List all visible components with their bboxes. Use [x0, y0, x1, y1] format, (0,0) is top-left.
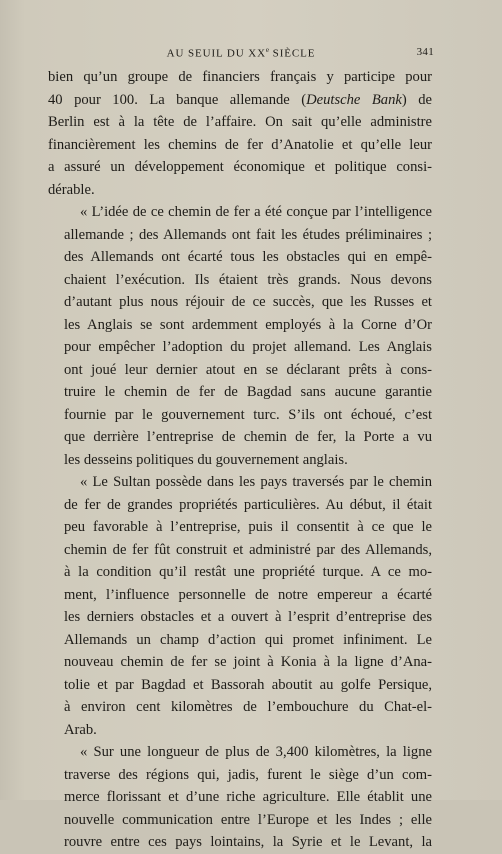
text-line: que derrière l’entreprise de chemin de fer, la Porte a vu: [64, 429, 432, 445]
running-title-superscript: e: [265, 46, 270, 54]
text-line: d’autant plus nous réjouir de ce succès, que les Russes et: [64, 294, 432, 310]
text-line: allemande ; des Allemands ont fait les études préliminaires ;: [64, 226, 432, 243]
text-line: pour empêcher l’adoption du projet allemand. Les Anglais: [64, 339, 432, 355]
paragraph-1: [48, 66, 432, 201]
page-header: [48, 46, 434, 62]
text-run: 40 pour 100. La banque allemande (: [48, 91, 307, 108]
paragraph-3: [48, 471, 432, 741]
text-line: tolie et par Bagdad et Bassorah aboutit au golfe Persique,: [64, 676, 432, 693]
text-line: ment, l’influence personnelle de notre empereur a écarté: [64, 586, 432, 603]
text-line: Allemands un champ d’action qui promet infiniment. Le: [64, 631, 432, 648]
text-line: nouveau chemin de fer se joint à Konia à la ligne d’Ana-: [64, 654, 432, 670]
text-line: chemin de fer fût construit et administré par des Allemands,: [64, 541, 432, 558]
text-line: nouvelle communication entre l’Europe et les Indes ; elle: [64, 811, 432, 828]
text-line: « Sur une longueur de plus de 3,400 kilomètres, la ligne: [80, 744, 432, 760]
text-line: traverse des régions qui, jadis, furent le siège d’un com-: [64, 766, 432, 783]
text-line: ont joué leur dernier atout en se déclarant prêts à cons-: [64, 361, 432, 378]
text-line: bien qu’un groupe de financiers français y participe pour: [48, 69, 432, 85]
text-line: « Le Sultan possède dans les pays traversés par le chemin: [80, 474, 432, 490]
text-line: à environ cent kilomètres de l’embouchure du Chat-el-: [64, 699, 432, 715]
text-line: les desseins politiques du gouvernement anglais.: [64, 451, 348, 468]
text-line: des Allemands ont écarté tous les obstacles qui en empê-: [64, 249, 432, 265]
running-title-end: SIÈCLE: [269, 47, 316, 60]
text-line: [48, 89, 432, 112]
text-line: les derniers obstacles et a ouvert à l’esprit d’entreprise des: [64, 609, 432, 625]
running-title: [48, 46, 434, 60]
text-line: « L’idée de ce chemin de fer a été conçue par l’intelligence: [80, 204, 432, 220]
text-line: Arab.: [64, 721, 97, 738]
paragraph-2: [48, 201, 432, 471]
text-line: peu favorable à l’entreprise, puis il consentit à ce que le: [64, 519, 432, 535]
italic-text-run: Deutsche Bank: [306, 91, 402, 108]
text-line: merce florissant et d’une riche agriculture. Elle établit une: [64, 789, 432, 805]
text-line: fournie par le gouvernement turc. S’ils ont échoué, c’est: [64, 406, 432, 423]
text-run: ) de: [401, 91, 432, 108]
text-line: Berlin est à la tête de l’affaire. On sait qu’elle administre: [48, 114, 432, 130]
text-line: rouvre entre ces pays lointains, la Syrie et le Levant, la: [64, 834, 432, 850]
running-title-main: AU SEUIL DU XX: [166, 47, 266, 60]
text-line: a assuré un développement économique et politique consi-: [48, 159, 432, 175]
text-line: de fer de grandes propriétés particulières. Au début, il était: [64, 496, 432, 513]
page-number: 341: [416, 46, 434, 58]
text-line: les Anglais se sont ardemment employés à la Corne d’Or: [64, 316, 432, 333]
text-line: chaient l’exécution. Ils étaient très grands. Nous devons: [64, 271, 432, 288]
text-line: à la condition qu’il restât une propriété turque. A ce mo-: [64, 564, 432, 580]
body-text: [48, 66, 432, 854]
text-line: truire le chemin de fer de Bagdad sans aucune garantie: [64, 384, 432, 400]
text-line: dérable.: [48, 181, 95, 198]
paragraph-4: [48, 741, 432, 854]
text-line: financièrement les chemins de fer d’Anatolie et qu’elle leur: [48, 136, 432, 153]
